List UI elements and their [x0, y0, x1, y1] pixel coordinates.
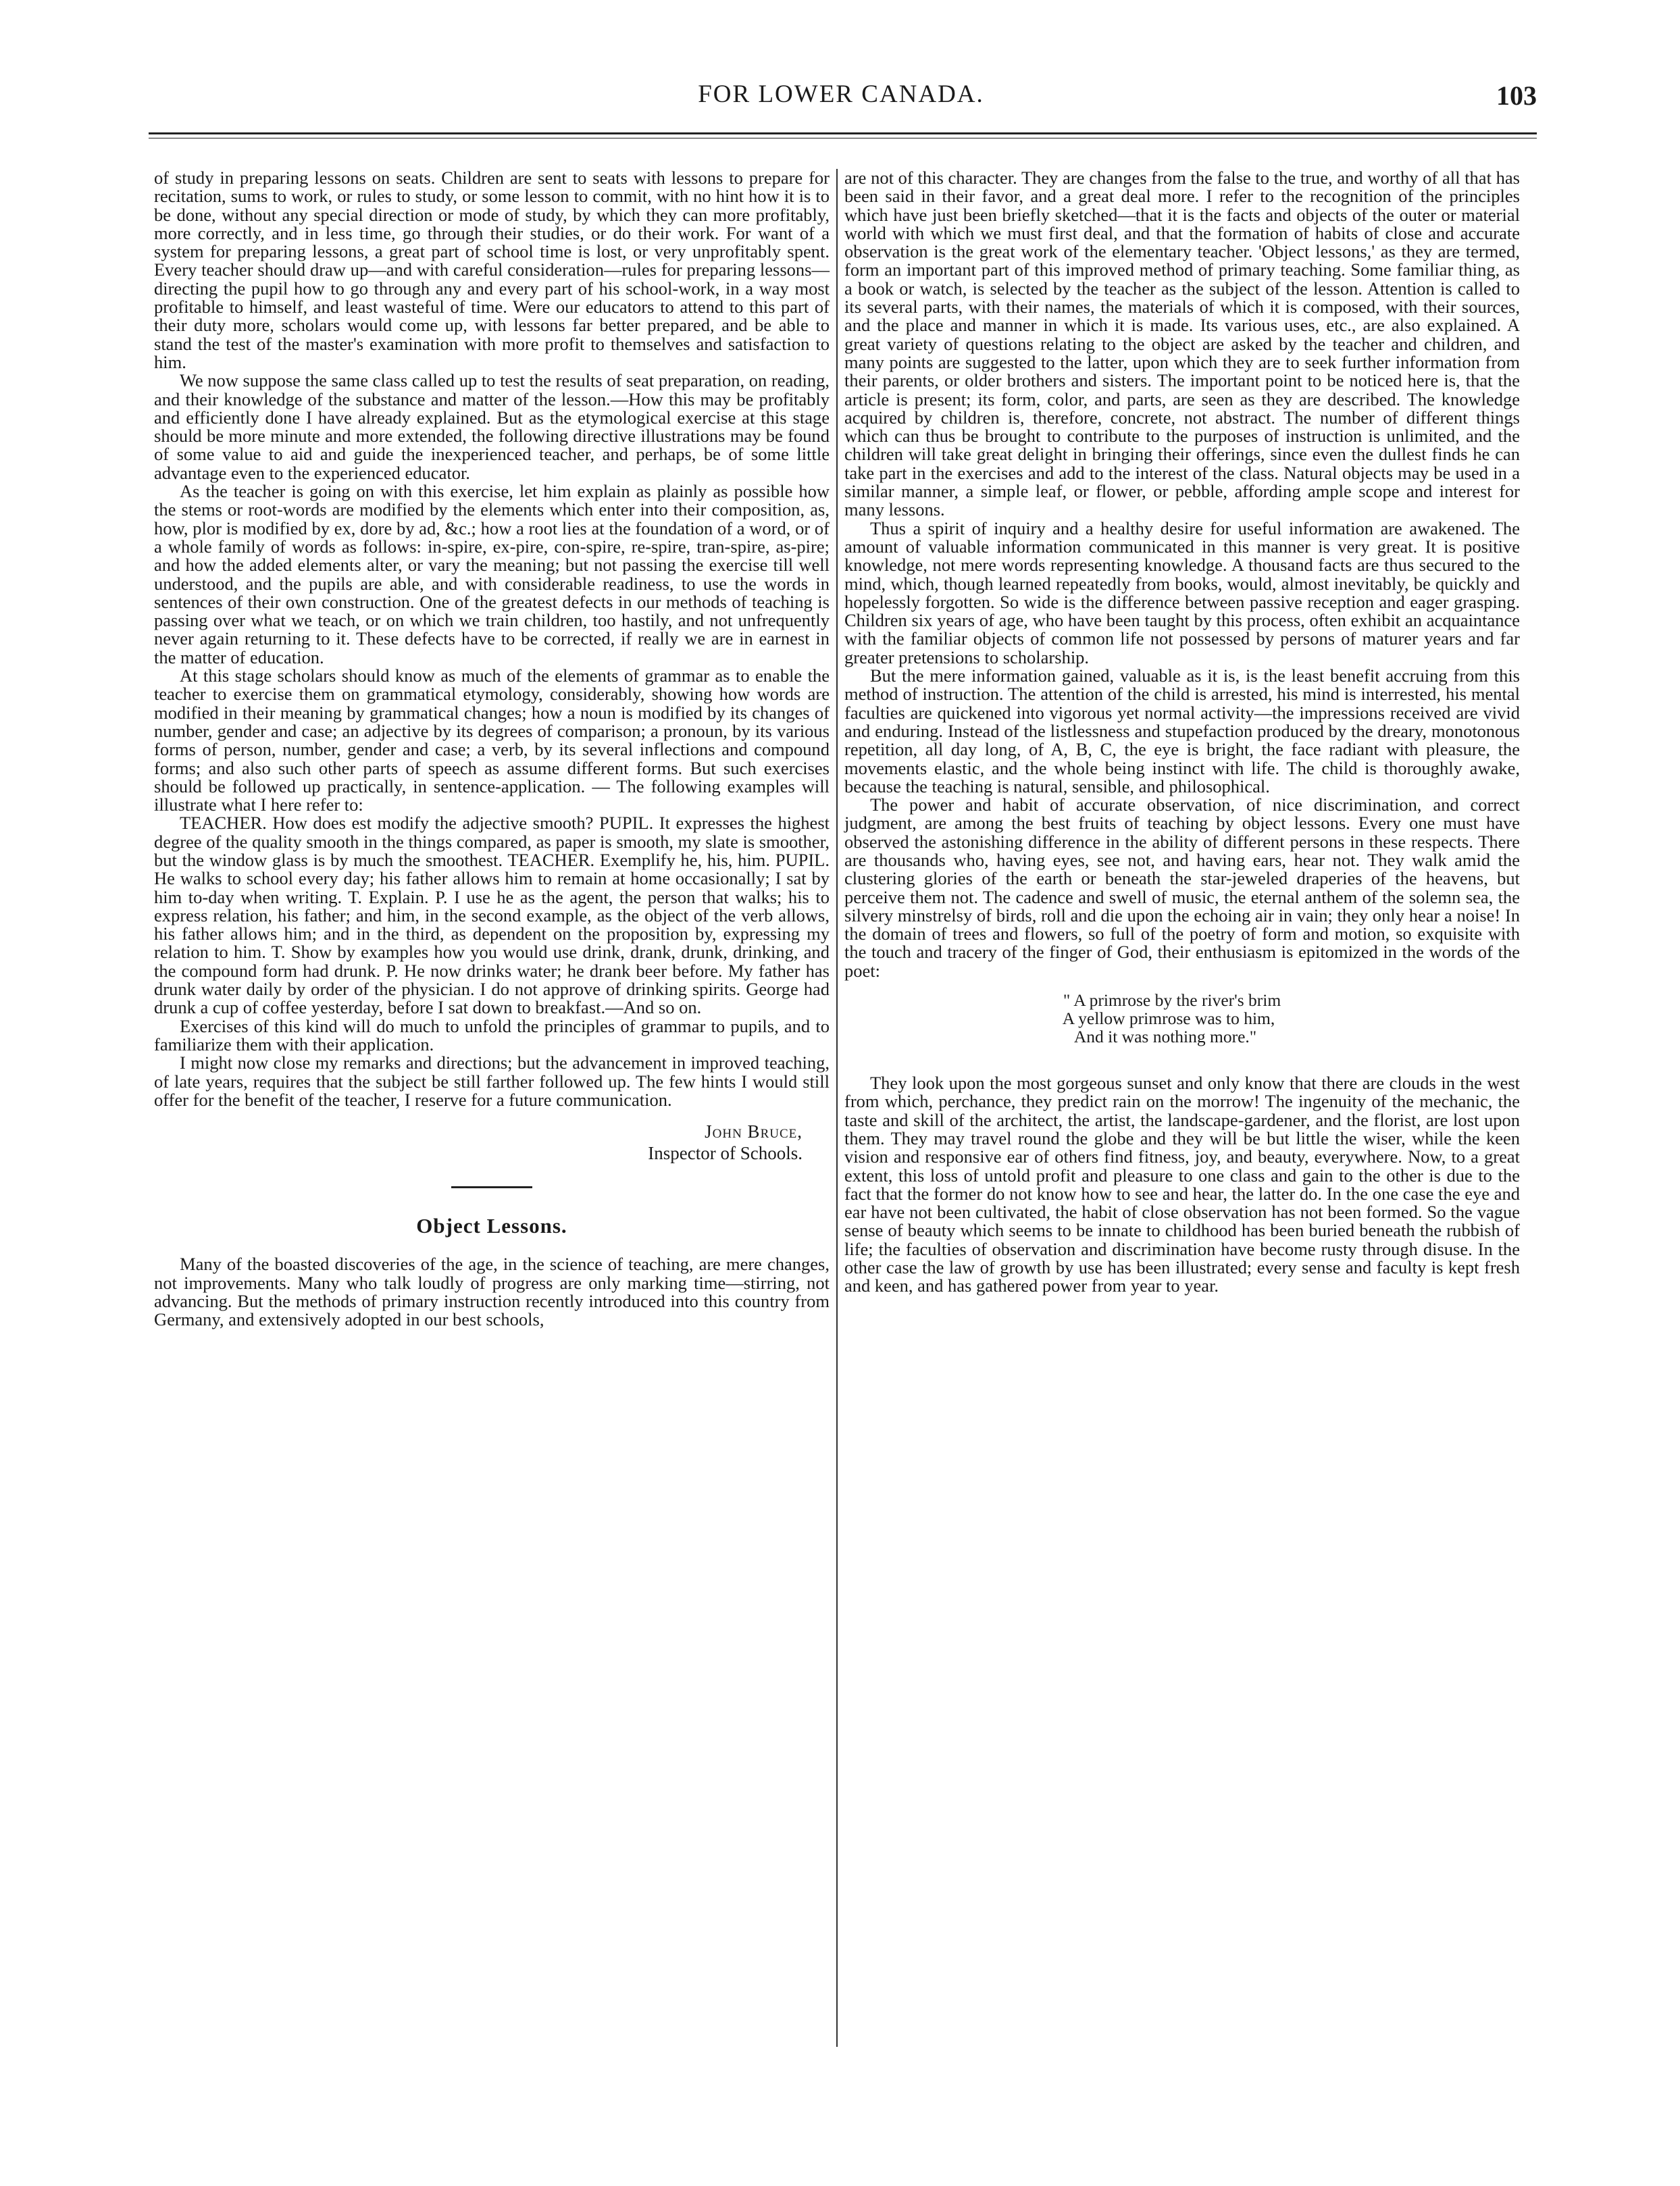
paragraph: are not of this character. They are changes from the false to the true, and worthy of all that has been said in their favor, and a great deal more. I refer to the recognition of the principles which have just been briefly sketched—that it is the facts and objects of the outer or material world with which we must first deal, and that the formation of habits of close and accurate observation is the great work of the elementary teacher. 'Object lessons,' as they are termed, form an important part of this improved method of primary teaching. Some familiar thing, as a book or watch, is selected by the teacher as the subject of the lesson. Attention is called to its several parts, with their names, the materials of which it is composed, with their sources, and the place and manner in which it is made. Its various uses, etc., are also explained. A great variety of questions relating to the object are asked by the teacher and children, and many points are suggested to the latter, upon which they are to seek further information from their parents, or older brothers and sisters. The important point to be noticed here is, that the article is present; its form, color, and parts, are seen as they are described. The knowledge acquired by children is, therefore, concrete, not abstract. The number of different things which can thus be brought to contribute to the purposes of instruction is unlimited, and the children will take great delight in bringing their offerings, since even the dullest finds he can take part in the exercises and add to the interest of the class. Natural objects may be used in a similar manner, a simple leaf, or flower, or pebble, affording ample scope and interest for many lessons.	[844, 168, 1520, 520]
paragraph: I might now close my remarks and directions; but the advancement in improved teaching, of late years, requires that the subject be still farther followed up. The few hints I would still offer for the benefit of the teacher, I reserve for a future communication.	[154, 1052, 830, 1110]
paragraph: Many of the boasted discoveries of the age, in the science of teaching, are mere changes, not improvements. Many who talk loudly of progress are only marking time—stirring, not advancing. But the methods of primary instruction recently introduced into this country from Germany, and extensively adopted in our best schools,	[154, 1254, 830, 1330]
paragraph: We now suppose the same class called up to test the results of seat preparation, on reading, and their knowledge of the substance and matter of the lesson.—How this may be profitably and efficiently done I have already explained. But as the etymological exercise at this stage should be more minute and more extended, the following directive illustrations may be found of some value to aid and guide the inexperienced teacher, and perhaps, be of some little advantage even to the experienced educator.	[154, 370, 830, 483]
right-column	[844, 169, 1520, 1296]
signature-title: Inspector of Schools.	[648, 1143, 803, 1164]
paragraph: The power and habit of accurate observation, of nice discrimination, and correct judgment, are among the best fruits of teaching by object lessons. Every one must have observed the astonishing difference in the ability of different persons in these respects. There are thousands who, having eyes, see not, and having ears, hear not. They walk amid the clustering glories of the earth or beneath the star-jeweled draperies of the heavens, but perceive them not. The cadence and swell of music, the eternal anthem of the solemn sea, the silvery minstrelsy of birds, roll and die upon the echoing air in vain; they only hear a noise! In the domain of trees and flowers, so full of the poetry of form and motion, so exquisite with the touch and tracery of the finger of God, their enthusiasm is epitomized in the words of the poet:	[844, 794, 1520, 981]
signature-block	[154, 1121, 830, 1163]
paragraph: of study in preparing lessons on seats. Children are sent to seats with lessons to prepare for recitation, sums to work, or rules to study, or some lesson to commit, with no hint how it is to be done, without any special direction or mode of study, by which they can more profitably, more correctly, and in less time, go through their studies, or do their work. For want of a system for preparing lessons, a great part of school time is lost, or very unprofitably spent. Every teacher should draw up—and with careful consideration—rules for preparing lessons—directing the pupil how to go through any and every part of his school-work, in a way most profitable to himself, and least wasteful of time. Were our educators to attend to this part of their duty more, scholars would come up, with lessons far better prepared, and be able to stand the test of the master's examination with more profit to themselves and satisfaction to him.	[154, 168, 830, 372]
page-header	[145, 80, 1537, 134]
left-column	[154, 169, 830, 1329]
paragraph: Exercises of this kind will do much to unfold the principles of grammar to pupils, and to familiarize them with their application.	[154, 1015, 830, 1054]
signature-name: John Bruce,	[705, 1121, 803, 1142]
quote-line: A yellow primrose was to him,	[1062, 1009, 1275, 1029]
column-divider	[836, 169, 838, 2047]
paragraph: Thus a spirit of inquiry and a healthy desire for useful information are awakened. The amount of valuable information communicated in this manner is very great. It is positive knowledge, not mere words representing knowledge. A thousand facts are thus secured to the mind, which, though learned repeatedly from books, would, almost inevitably, be quickly and hopelessly forgotten. So wide is the difference between passive reception and eager grasping. Children six years of age, who have been taught by this process, often exhibit an acquaintance with the familiar objects of common life not possessed by persons of maturer years and far greater pretensions to scholarship.	[844, 517, 1520, 667]
page-number: 103	[1496, 80, 1537, 111]
paragraph: But the mere information gained, valuable as it is, is the least benefit accruing from this method of instruction. The attention of the child is arrested, his mind is interrested, his mental faculties are quickened into vigorous yet normal activity—the impressions received are vivid and enduring. Instead of the listlessness and stupefaction produced by the dreary, monotonous repetition, all day long, of A, B, C, the eye is bright, the face radiant with pleasure, the movements elastic, and the whole being instinct with life. The child is thoroughly awake, because the teaching is natural, sensible, and philosophical.	[844, 665, 1520, 796]
running-title: FOR LOWER CANADA.	[698, 80, 984, 108]
paragraph: As the teacher is going on with this exercise, let him explain as plainly as possible how the stems or root-words are modified by the elements which enter into their composition, as, how, plor is modified by ex, dore by ad, &c.; how a root lies at the foundation of a word, or of a whole family of words as follows: in-spire, ex-pire, con-spire, re-spire, tran-spire, as-pire; and how the added elements alter, or vary the meaning; but not passing the exercise till well understood, and the pupils are able, and with considerable readiness, to use the words in sentences of their own construction. One of the greatest defects in our methods of teaching is passing over what we teach, or on which we train children, too hastily, and not unfrequently never again returning to it. These defects have to be corrected, if really we are in earnest in the matter of education.	[154, 481, 830, 667]
section-divider	[451, 1186, 532, 1188]
quote-line: " A primrose by the river's brim	[1063, 990, 1281, 1011]
dialogue-paragraph: TEACHER. How does est modify the adjective smooth? PUPIL. It expresses the highest degree of the quality smooth in the things compared, as paper is smooth, my slate is smoother, but the window glass is by much the smoothest. TEACHER. Exemplify he, his, him. PUPIL. He walks to school every day; his father allows him to remain at home occasionally; I sat by him to-day when writing. T. Explain. P. I use he as the agent, the person that walks; his to express relation, his father; and him, in the second example, as the object of the verb allows, his father allows him; and in the third, as dependent on the proposition by, expressing my relation to him. T. Show by examples how you would use drink, drank, drunk, drinking, and the compound form had drunk. P. He now drinks water; he drank beer before. My father has drunk water daily by order of the physician. I do not approve of drinking spirits. George had drunk a cup of coffee yesterday, before I sat down to breakfast.—And so on.	[154, 813, 830, 1018]
header-rule	[149, 132, 1537, 134]
poem-quote	[844, 991, 1520, 1046]
paragraph: At this stage scholars should know as much of the elements of grammar as to enable the teacher to exercise them on grammatical etymology, considerably, showing how words are modified in their meaning by grammatical changes; how a noun is modified by its changes of number, gender and case; an adjective by its degrees of comparison; a pronoun, by its various forms of person, number, gender and case; a verb, by its several inflections and compound forms; and also such other parts of speech as assume different forms. But such exercises should be followed up practically, in sentence-application. — The following examples will illustrate what I here refer to:	[154, 665, 830, 815]
section-heading: Object Lessons.	[416, 1214, 567, 1238]
paragraph: They look upon the most gorgeous sunset and only know that there are clouds in the west from which, perchance, they predict rain on the morrow! The ingenuity of the mechanic, the taste and skill of the architect, the artist, the landscape-gardener, and the florist, are lost upon them. They may travel round the globe and they will be but little the wiser, while the keen vision and responsive ear of others find fitness, joy, and beauty, everywhere. Now, to a great extent, this loss of untold profit and pleasure to one class and gain to the other is due to the fact that the former do not know how to see and hear, the latter do. In the one case the eye and ear have not been cultivated, the habit of close observation has not been formed. So the vague sense of beauty which seems to be innate to childhood has been buried beneath the rubbish of life; the faculties of observation and discrimination have become rusty through disuse. In the other case the law of growth by use has been illustrated; every sense and faculty is kept fresh and keen, and has gathered power from year to year.	[844, 1073, 1520, 1296]
quote-line: And it was nothing more."	[1073, 1027, 1257, 1047]
